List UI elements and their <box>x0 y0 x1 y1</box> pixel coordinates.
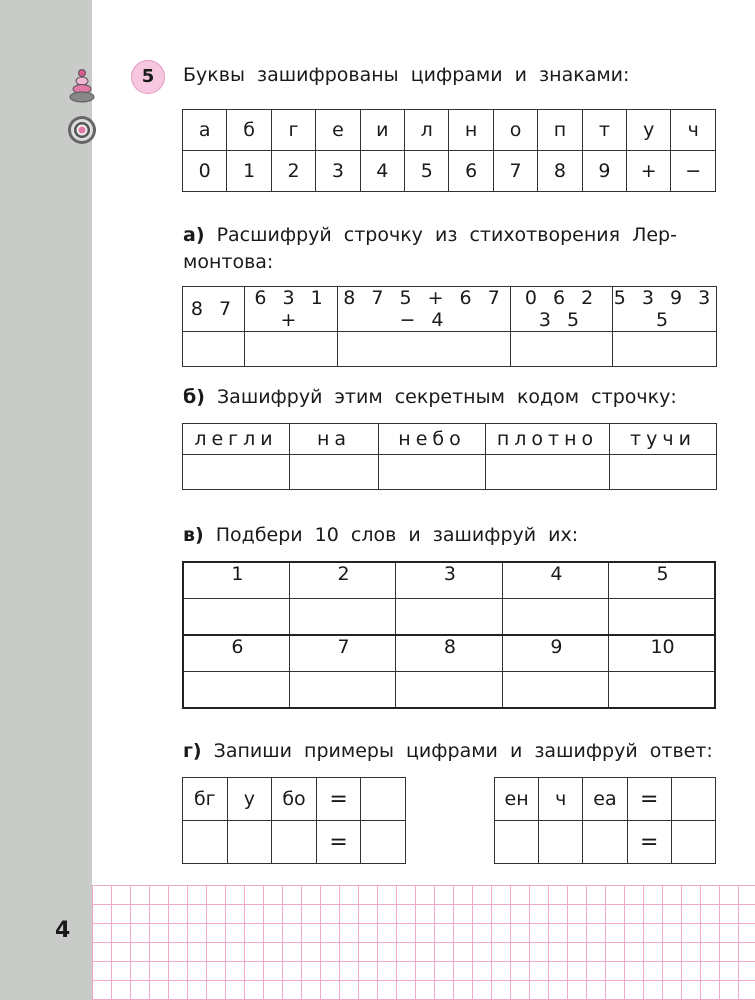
example-cell: бо <box>272 778 317 821</box>
word-number-cell: 6 <box>183 635 289 672</box>
example-cell: у <box>227 778 272 821</box>
cipher-code: 5 <box>405 151 449 192</box>
cipher-letters-row <box>183 110 716 151</box>
answer-cell[interactable] <box>183 599 289 636</box>
cipher-code: 2 <box>271 151 315 192</box>
answer-cell[interactable] <box>289 672 395 709</box>
cipher-letter: п <box>538 110 582 151</box>
cipher-code: 6 <box>449 151 493 192</box>
part-c-table <box>182 561 716 709</box>
spiral-icon <box>66 114 98 146</box>
cipher-letter: н <box>449 110 493 151</box>
part-a-label: а) <box>183 224 205 246</box>
encoded-word: 6 3 1 + <box>245 287 338 332</box>
part-a-instruction: Расшифруй строчку из стихотворения Лер- <box>216 224 677 246</box>
answer-cell[interactable] <box>671 821 715 864</box>
part-a-text-line2: монтова: <box>183 251 274 273</box>
answer-cell[interactable] <box>502 672 608 709</box>
part-b-text <box>183 386 677 408</box>
answer-cell[interactable] <box>379 455 486 490</box>
answer-cell[interactable] <box>183 821 228 864</box>
cipher-codes-row <box>183 151 716 192</box>
word-number-cell: 1 <box>183 562 289 599</box>
word-number-cell: 8 <box>396 635 502 672</box>
answer-cell[interactable] <box>486 455 610 490</box>
answer-cell[interactable] <box>610 455 717 490</box>
word-number-cell: 7 <box>289 635 395 672</box>
part-a-table <box>182 286 717 367</box>
answer-cell[interactable] <box>495 821 539 864</box>
equals-sign: = <box>316 778 361 821</box>
example-cell: ч <box>539 778 583 821</box>
word-to-encode: на <box>290 424 379 455</box>
answer-cell[interactable] <box>183 455 290 490</box>
word-number-cell: 4 <box>502 562 608 599</box>
answer-cell[interactable] <box>183 332 245 367</box>
answer-cell[interactable] <box>583 821 627 864</box>
example-cell: ен <box>495 778 539 821</box>
part-a-text-line1 <box>183 224 677 246</box>
answer-cell[interactable] <box>502 599 608 636</box>
answer-cell[interactable] <box>539 821 583 864</box>
answer-cell[interactable] <box>396 599 502 636</box>
cipher-code: 3 <box>316 151 360 192</box>
cipher-code: 7 <box>493 151 537 192</box>
answer-cell[interactable] <box>613 332 717 367</box>
result-cell[interactable] <box>361 778 406 821</box>
word-number-cell: 3 <box>396 562 502 599</box>
part-b-label: б) <box>183 386 205 408</box>
word-to-encode: тучи <box>610 424 717 455</box>
exercise-title: Буквы зашифрованы цифрами и знаками: <box>183 64 630 86</box>
equals-sign: = <box>316 821 361 864</box>
cipher-letter: ч <box>671 110 716 151</box>
answer-cell[interactable] <box>272 821 317 864</box>
squared-writing-area[interactable] <box>92 885 755 1000</box>
answer-cell[interactable] <box>609 672 715 709</box>
cipher-table <box>182 109 716 192</box>
answer-cell[interactable] <box>289 599 395 636</box>
encoded-word: 8 7 <box>183 287 245 332</box>
answer-cell[interactable] <box>396 672 502 709</box>
part-b-table <box>182 423 717 490</box>
word-number-cell: 10 <box>609 635 715 672</box>
cipher-code: + <box>627 151 671 192</box>
pyramid-toy-icon <box>66 68 98 104</box>
part-b-instruction: Зашифруй этим секретным кодом строчку: <box>217 386 677 408</box>
encoded-word: 0 6 2 3 5 <box>511 287 613 332</box>
cipher-letter: у <box>627 110 671 151</box>
cipher-code: 8 <box>538 151 582 192</box>
answer-cell[interactable] <box>338 332 511 367</box>
cipher-letter: а <box>183 110 227 151</box>
cipher-letter: о <box>493 110 537 151</box>
cipher-letter: б <box>227 110 271 151</box>
example-cell: еа <box>583 778 627 821</box>
page-number: 4 <box>55 918 71 943</box>
word-number-cell: 5 <box>609 562 715 599</box>
part-d-right-table <box>494 777 716 864</box>
cipher-letter: г <box>271 110 315 151</box>
word-to-encode: плотно <box>486 424 610 455</box>
word-to-encode: легли <box>183 424 290 455</box>
encoded-word: 5 3 9 3 5 <box>613 287 716 331</box>
page-sidebar <box>0 0 92 1000</box>
answer-cell[interactable] <box>227 821 272 864</box>
exercise-number-badge: 5 <box>131 60 165 94</box>
answer-cell[interactable] <box>511 332 613 367</box>
answer-cell[interactable] <box>361 821 406 864</box>
cipher-code: − <box>671 151 716 192</box>
encoded-word: 8 7 5 + 6 7 − 4 <box>338 287 511 332</box>
equals-sign: = <box>627 778 671 821</box>
cipher-code: 4 <box>360 151 404 192</box>
part-d-left-table <box>182 777 406 864</box>
result-cell[interactable] <box>671 778 715 821</box>
answer-cell[interactable] <box>609 599 715 636</box>
cipher-code: 9 <box>582 151 626 192</box>
word-to-encode: небо <box>379 424 486 455</box>
word-number-cell: 2 <box>289 562 395 599</box>
part-d-instruction: Запиши примеры цифрами и зашифруй ответ: <box>213 740 713 762</box>
answer-cell[interactable] <box>183 672 289 709</box>
word-number-cell: 9 <box>502 635 608 672</box>
part-c-label: в) <box>183 524 204 546</box>
cipher-code: 1 <box>227 151 271 192</box>
part-c-text <box>183 524 578 546</box>
part-d-text <box>183 740 713 762</box>
cipher-letter: и <box>360 110 404 151</box>
cipher-letter: л <box>405 110 449 151</box>
part-d-label: г) <box>183 740 202 762</box>
cipher-code: 0 <box>183 151 227 192</box>
part-c-instruction: Подбери 10 слов и зашифруй их: <box>215 524 579 546</box>
answer-cell[interactable] <box>245 332 338 367</box>
equals-sign: = <box>627 821 671 864</box>
answer-cell[interactable] <box>290 455 379 490</box>
cipher-letter: е <box>316 110 360 151</box>
example-cell: бг <box>183 778 228 821</box>
cipher-letter: т <box>582 110 626 151</box>
